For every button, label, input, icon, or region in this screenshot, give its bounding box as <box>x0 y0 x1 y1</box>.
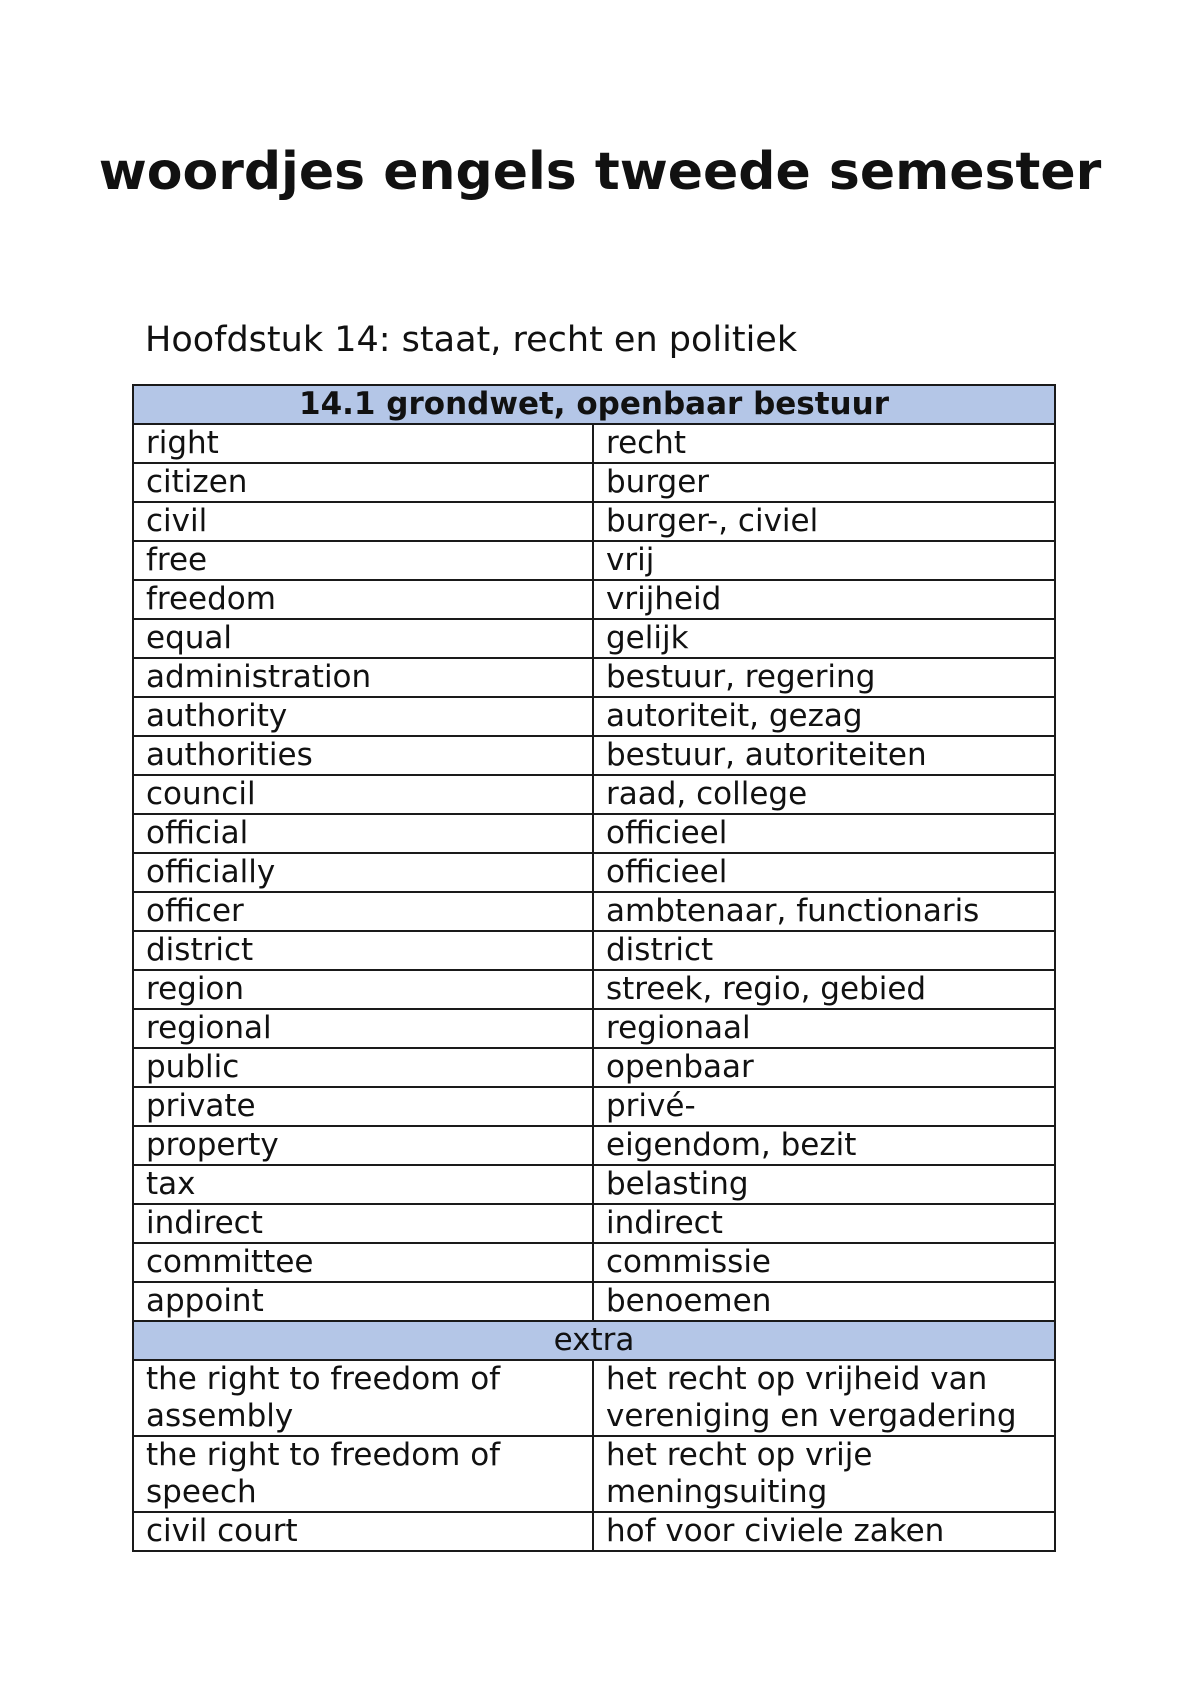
english-word: authority <box>133 697 593 736</box>
dutch-translation: recht <box>593 424 1055 463</box>
english-word: citizen <box>133 463 593 502</box>
english-word: tax <box>133 1165 593 1204</box>
dutch-translation: officieel <box>593 853 1055 892</box>
vocab-row <box>133 697 1055 736</box>
vocab-row <box>133 1360 1055 1436</box>
english-word: committee <box>133 1243 593 1282</box>
english-word: authorities <box>133 736 593 775</box>
vocab-row <box>133 970 1055 1009</box>
vocab-row <box>133 619 1055 658</box>
chapter-heading: Hoofdstuk 14: staat, recht en politiek <box>145 320 798 360</box>
english-word: free <box>133 541 593 580</box>
dutch-translation: streek, regio, gebied <box>593 970 1055 1009</box>
vocab-row <box>133 1512 1055 1551</box>
dutch-translation: eigendom, bezit <box>593 1126 1055 1165</box>
vocab-row <box>133 463 1055 502</box>
vocab-row <box>133 502 1055 541</box>
vocab-row <box>133 658 1055 697</box>
dutch-translation: officieel <box>593 814 1055 853</box>
vocab-row <box>133 1087 1055 1126</box>
vocab-row <box>133 1126 1055 1165</box>
dutch-translation: regionaal <box>593 1009 1055 1048</box>
english-word: civil <box>133 502 593 541</box>
english-word: freedom <box>133 580 593 619</box>
section-header-row <box>133 385 1055 424</box>
dutch-translation: het recht op vrijheid van vereniging en vergadering <box>593 1360 1055 1436</box>
english-word: officer <box>133 892 593 931</box>
dutch-translation: vrij <box>593 541 1055 580</box>
english-word: the right to freedom of assembly <box>133 1360 593 1436</box>
page-title: woordjes engels tweede semester <box>98 142 1102 202</box>
vocabulary-table <box>132 384 1056 1552</box>
dutch-translation: district <box>593 931 1055 970</box>
english-word: administration <box>133 658 593 697</box>
dutch-translation: belasting <box>593 1165 1055 1204</box>
extra-header: extra <box>133 1321 1055 1360</box>
dutch-translation: autoriteit, gezag <box>593 697 1055 736</box>
vocab-row <box>133 892 1055 931</box>
english-word: the right to freedom of speech <box>133 1436 593 1512</box>
vocab-row <box>133 1282 1055 1321</box>
vocab-row <box>133 1436 1055 1512</box>
english-word: civil court <box>133 1512 593 1551</box>
english-word: official <box>133 814 593 853</box>
dutch-translation: benoemen <box>593 1282 1055 1321</box>
dutch-translation: bestuur, autoriteiten <box>593 736 1055 775</box>
vocab-row <box>133 424 1055 463</box>
english-word: regional <box>133 1009 593 1048</box>
english-word: region <box>133 970 593 1009</box>
vocab-row <box>133 541 1055 580</box>
english-word: right <box>133 424 593 463</box>
dutch-translation: burger-, civiel <box>593 502 1055 541</box>
vocab-row <box>133 1165 1055 1204</box>
dutch-translation: raad, college <box>593 775 1055 814</box>
dutch-translation: privé- <box>593 1087 1055 1126</box>
dutch-translation: bestuur, regering <box>593 658 1055 697</box>
english-word: private <box>133 1087 593 1126</box>
vocab-row <box>133 736 1055 775</box>
english-word: equal <box>133 619 593 658</box>
dutch-translation: burger <box>593 463 1055 502</box>
english-word: indirect <box>133 1204 593 1243</box>
dutch-translation: openbaar <box>593 1048 1055 1087</box>
section-header: 14.1 grondwet, openbaar bestuur <box>133 385 1055 424</box>
vocab-row <box>133 1048 1055 1087</box>
vocab-row <box>133 775 1055 814</box>
dutch-translation: gelijk <box>593 619 1055 658</box>
dutch-translation: hof voor civiele zaken <box>593 1512 1055 1551</box>
extra-header-row <box>133 1321 1055 1360</box>
vocab-row <box>133 1009 1055 1048</box>
vocab-row <box>133 580 1055 619</box>
vocab-row <box>133 1243 1055 1282</box>
dutch-translation: ambtenaar, functionaris <box>593 892 1055 931</box>
dutch-translation: vrijheid <box>593 580 1055 619</box>
vocab-row <box>133 853 1055 892</box>
english-word: district <box>133 931 593 970</box>
vocab-row <box>133 814 1055 853</box>
dutch-translation: commissie <box>593 1243 1055 1282</box>
dutch-translation: het recht op vrije meningsuiting <box>593 1436 1055 1512</box>
dutch-translation: indirect <box>593 1204 1055 1243</box>
english-word: appoint <box>133 1282 593 1321</box>
english-word: public <box>133 1048 593 1087</box>
vocab-row <box>133 931 1055 970</box>
english-word: officially <box>133 853 593 892</box>
english-word: property <box>133 1126 593 1165</box>
english-word: council <box>133 775 593 814</box>
vocab-row <box>133 1204 1055 1243</box>
